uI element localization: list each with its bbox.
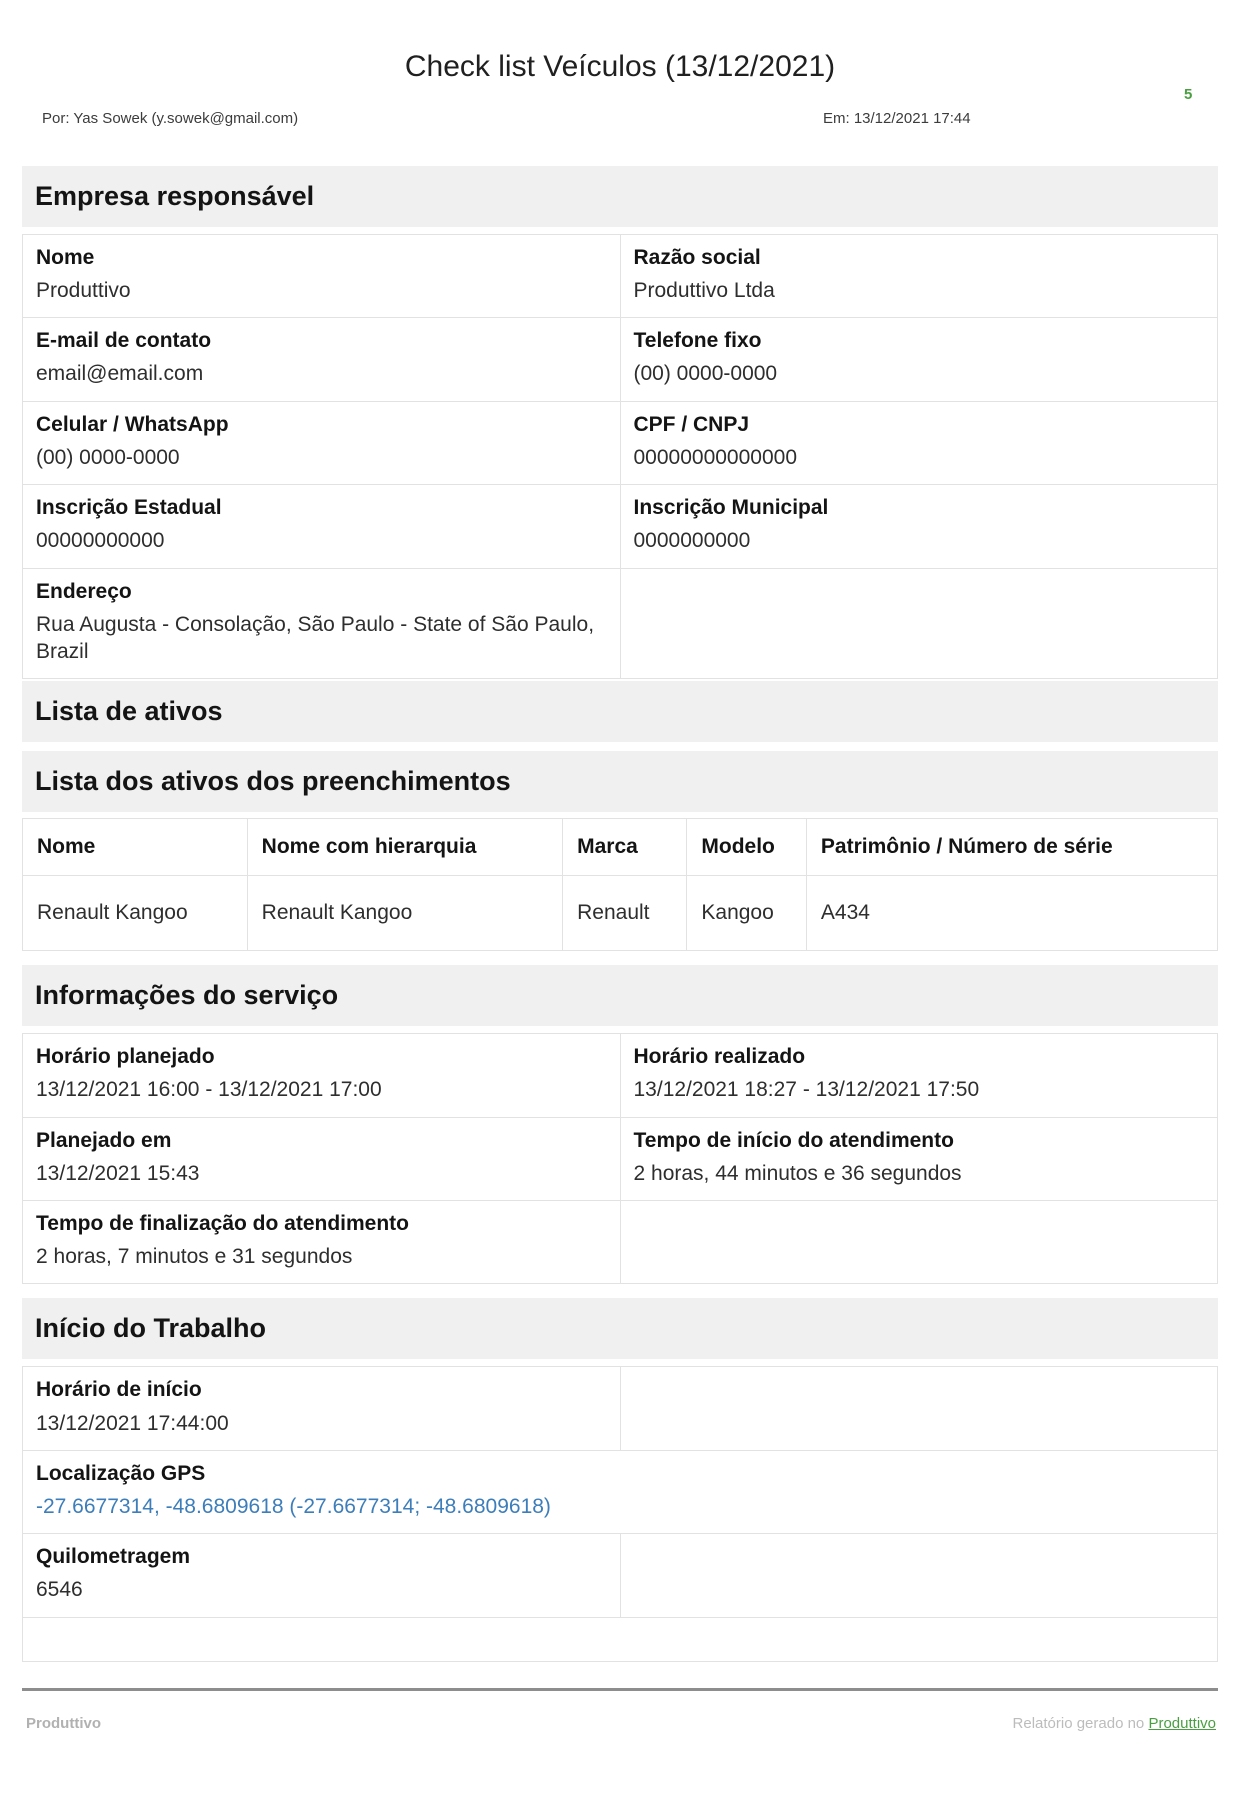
- footer-generated-note: [1013, 1715, 1216, 1732]
- field-value: Rua Augusta - Consolação, São Paulo - State of São Paulo, Brazil: [36, 612, 595, 663]
- table-row: [23, 235, 1218, 318]
- field-label: Planejado em: [36, 1128, 172, 1152]
- footer: [26, 1715, 1216, 1732]
- table-row: [23, 568, 1218, 679]
- servico-table: [22, 1033, 1218, 1284]
- field-value: 13/12/2021 18:27 - 13/12/2021 17:50: [633, 1078, 980, 1102]
- field-value: Produttivo Ltda: [633, 279, 775, 303]
- section-header-informacoes-servico: Informações do serviço: [22, 965, 1218, 1026]
- section-header-lista-dos-ativos: Lista dos ativos dos preenchimentos: [22, 751, 1218, 812]
- cell-nome-hierarquia: Renault Kangoo: [247, 876, 562, 951]
- field-value: 00000000000: [36, 529, 165, 553]
- gps-coordinates-link[interactable]: -27.6677314, -48.6809618 (-27.6677314; -48.6809618): [36, 1494, 551, 1518]
- field-value: email@email.com: [36, 362, 204, 386]
- ativos-table: [22, 818, 1218, 951]
- empty-cell: [620, 1534, 1218, 1617]
- column-header-nome: Nome: [23, 819, 248, 876]
- field-label: Tempo de finalização do atendimento: [36, 1212, 409, 1236]
- field-label: Inscrição Municipal: [633, 496, 829, 520]
- field-label: Horário planejado: [36, 1045, 215, 1069]
- field-horario-realizado: [620, 1034, 1218, 1117]
- field-telefone-fixo: [620, 318, 1218, 401]
- field-horario-planejado: [23, 1034, 621, 1117]
- field-value: 13/12/2021 17:44:00: [36, 1411, 229, 1435]
- table-row: [23, 1534, 1218, 1617]
- footer-produttivo-link[interactable]: Produttivo: [1148, 1714, 1216, 1732]
- table-row: [23, 1617, 1218, 1661]
- field-label: Nome: [36, 246, 95, 269]
- empty-cell: [620, 1201, 1218, 1284]
- field-value: 13/12/2021 15:43: [36, 1161, 200, 1185]
- field-inscricao-municipal: [620, 485, 1218, 568]
- footer-generated-text: Relatório gerado no: [1012, 1714, 1149, 1732]
- field-nome: [23, 235, 621, 318]
- cell-marca: Renault: [563, 876, 687, 951]
- field-value: 00000000000000: [633, 445, 798, 469]
- empresa-table: [22, 234, 1218, 679]
- cell-modelo: Kangoo: [687, 876, 807, 951]
- report-author: Por: Yas Sowek (y.sowek@gmail.com): [42, 110, 299, 127]
- empty-cell: [620, 1367, 1218, 1450]
- footer-divider: [22, 1688, 1218, 1691]
- empty-cell: [23, 1617, 1218, 1661]
- field-label: Horário realizado: [633, 1045, 806, 1069]
- page-title: Check list Veículos (13/12/2021): [404, 50, 836, 83]
- field-label: Telefone fixo: [633, 329, 762, 353]
- field-email: [23, 318, 621, 401]
- table-header-row: [23, 819, 1218, 876]
- table-row: [23, 485, 1218, 568]
- column-header-nome-hierarquia: Nome com hierarquia: [247, 819, 562, 876]
- field-endereco: [23, 568, 621, 679]
- field-quilometragem: [23, 1534, 621, 1617]
- column-header-modelo: Modelo: [687, 819, 807, 876]
- field-label: CPF / CNPJ: [633, 412, 750, 436]
- inicio-trabalho-table: [22, 1366, 1218, 1661]
- field-label: Razão social: [633, 246, 761, 269]
- field-label: Tempo de início do atendimento: [633, 1128, 954, 1152]
- field-value: (00) 0000-0000: [36, 445, 180, 469]
- section-header-inicio-trabalho: Início do Trabalho: [22, 1298, 1218, 1359]
- cell-nome: Renault Kangoo: [23, 876, 248, 951]
- table-row: [23, 1367, 1218, 1450]
- field-razao-social: [620, 235, 1218, 318]
- field-planejado-em: [23, 1117, 621, 1200]
- table-row: [23, 401, 1218, 484]
- field-cpf-cnpj: [620, 401, 1218, 484]
- field-label: Inscrição Estadual: [36, 496, 222, 520]
- field-inscricao-estadual: [23, 485, 621, 568]
- field-tempo-finalizacao: [23, 1201, 621, 1284]
- field-value: 0000000000: [633, 529, 751, 553]
- table-row: [23, 1117, 1218, 1200]
- table-row: [23, 318, 1218, 401]
- field-localizacao-gps: [23, 1450, 1218, 1533]
- column-header-patrimonio: Patrimônio / Número de série: [806, 819, 1217, 876]
- cell-patrimonio: A434: [806, 876, 1217, 951]
- field-value: 2 horas, 7 minutos e 31 segundos: [36, 1245, 353, 1269]
- section-header-empresa-responsavel: Empresa responsável: [22, 166, 1218, 227]
- field-label: Quilometragem: [36, 1545, 191, 1569]
- table-row: [23, 1201, 1218, 1284]
- report-body: [22, 166, 1218, 1662]
- field-celular-whatsapp: [23, 401, 621, 484]
- field-label: Celular / WhatsApp: [36, 412, 229, 436]
- field-horario-inicio: [23, 1367, 621, 1450]
- report-meta: [0, 110, 1240, 130]
- table-row: [23, 1450, 1218, 1533]
- field-tempo-inicio: [620, 1117, 1218, 1200]
- empty-cell: [620, 568, 1218, 679]
- table-row: [23, 876, 1218, 951]
- field-label: Localização GPS: [36, 1461, 206, 1485]
- field-label: Endereço: [36, 579, 132, 603]
- field-value: 13/12/2021 16:00 - 13/12/2021 17:00: [36, 1078, 382, 1102]
- report-datetime: Em: 13/12/2021 17:44: [823, 110, 971, 127]
- field-value: 2 horas, 44 minutos e 36 segundos: [633, 1161, 962, 1185]
- field-label: E-mail de contato: [36, 329, 212, 353]
- field-value: 6546: [36, 1578, 83, 1602]
- column-header-marca: Marca: [563, 819, 687, 876]
- field-value: Produttivo: [36, 279, 131, 303]
- footer-brand: Produttivo: [26, 1714, 101, 1732]
- section-header-lista-de-ativos: Lista de ativos: [22, 681, 1218, 742]
- field-value: (00) 0000-0000: [633, 362, 778, 386]
- page-number: 5: [1184, 86, 1193, 103]
- table-row: [23, 1034, 1218, 1117]
- field-label: Horário de início: [36, 1378, 202, 1402]
